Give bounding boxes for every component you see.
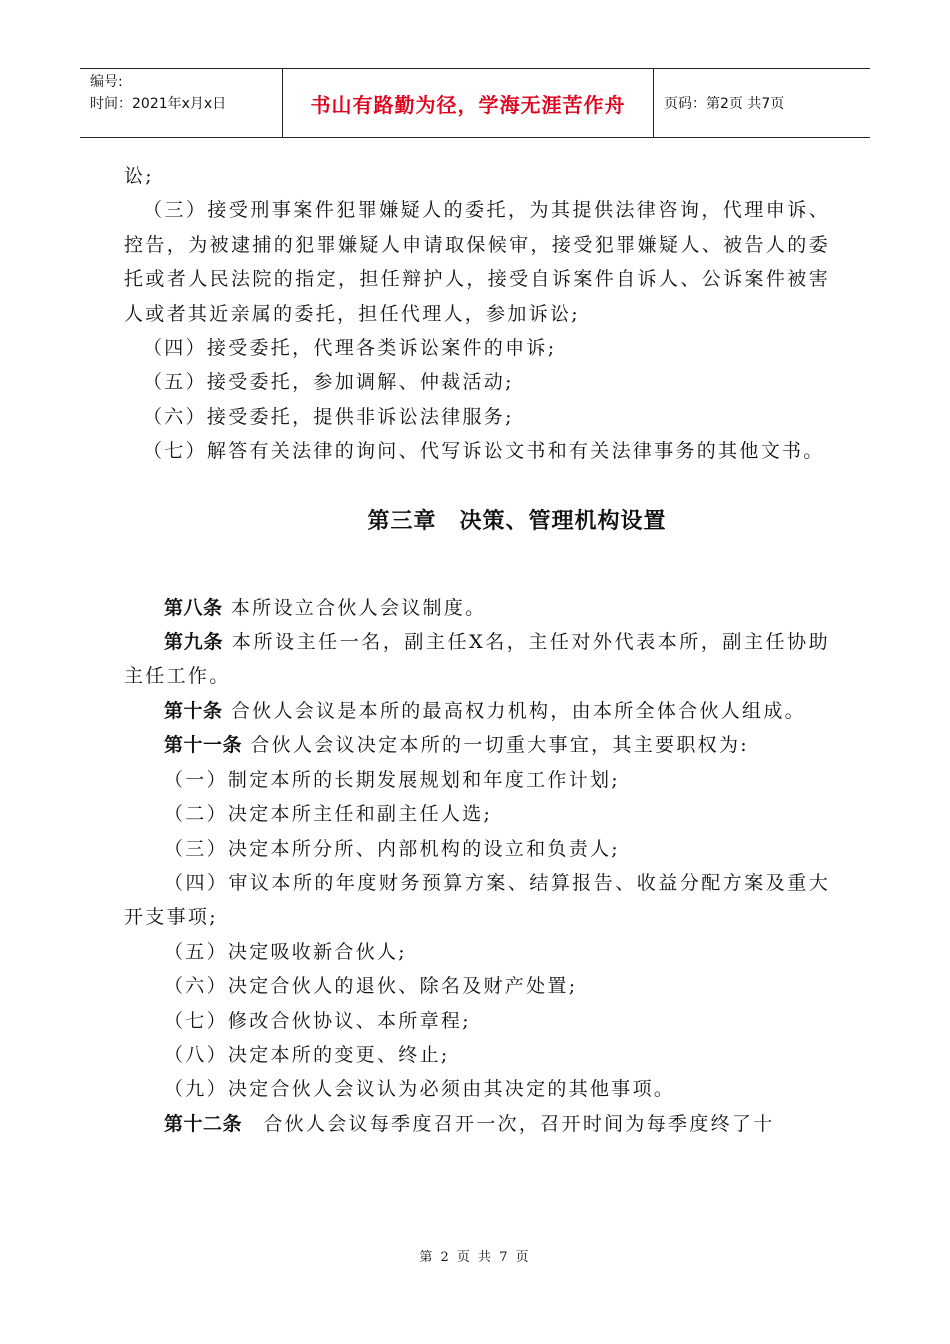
- paragraph: （六）接受委托，提供非诉讼法律服务;: [143, 405, 514, 428]
- serial-label: 编号:: [90, 74, 123, 90]
- article-text: 合伙人会议决定本所的一切重大事宜，其主要职权为:: [242, 734, 749, 757]
- list-item: （六）决定合伙人的退伙、除名及财产处置;: [164, 975, 578, 998]
- article-label: 第十条: [164, 699, 223, 722]
- article-9: [124, 625, 830, 694]
- article-8: [124, 591, 830, 625]
- article-10: [124, 694, 830, 728]
- list-item: （七）修改合伙协议、本所章程;: [164, 1009, 471, 1032]
- page-header: [80, 68, 870, 138]
- date-label: 时间：2021年x月x日: [90, 96, 227, 112]
- document-body: [124, 159, 830, 1141]
- article-text: 合伙人会议是本所的最高权力机构，由本所全体合伙人组成。: [222, 699, 806, 722]
- list-item: （一）制定本所的长期发展规划和年度工作计划;: [164, 768, 621, 791]
- article-text: 合伙人会议每季度召开一次，召开时间为每季度终了十: [242, 1112, 775, 1135]
- list-item: （二）决定本所主任和副主任人选;: [164, 803, 493, 826]
- list-item: （八）决定本所的变更、终止;: [164, 1043, 450, 1066]
- list-item: （三）决定本所分所、内部机构的设立和负责人;: [164, 837, 621, 860]
- header-page-info: 页码：第2页 共7页: [664, 96, 785, 112]
- list-item: （五）决定吸收新合伙人;: [164, 940, 408, 963]
- article-11: [124, 728, 830, 762]
- article-label: 第八条: [164, 596, 223, 619]
- paragraph: （四）接受委托，代理各类诉讼案件的申诉;: [143, 337, 557, 360]
- paragraph: （三）接受刑事案件犯罪嫌疑人的委托，为其提供法律咨询，代理申诉、控告，为被逮捕的犯罪嫌疑人申请取保候审，接受犯罪嫌疑人、被告人的委托或者人民法院的指定，担任辩护人，接受自诉案件自诉人、公诉案件被害人或者其近亲属的委托，担任代理人，参加诉讼;: [124, 199, 830, 325]
- article-label: 第九条: [164, 631, 224, 654]
- page-footer: 第 2 页 共 7 页: [419, 1250, 531, 1265]
- article-label: 第十一条: [164, 734, 243, 757]
- list-item: （九）决定合伙人会议认为必须由其决定的其他事项。: [164, 1078, 676, 1101]
- header-meta: [80, 69, 282, 137]
- article-text: 本所设立合伙人会议制度。: [222, 596, 487, 619]
- chapter-title: 第三章 决策、管理机构设置: [367, 508, 667, 534]
- article-12: [124, 1107, 830, 1141]
- header-motto: 书山有路勤为径，学海无涯苦作舟: [282, 69, 654, 137]
- article-label: 第十二条: [164, 1112, 243, 1135]
- paragraph: （五）接受委托，参加调解、仲裁活动;: [143, 371, 514, 394]
- article-text: 本所设主任一名，副主任X名，主任对外代表本所，副主任协助主任工作。: [124, 631, 830, 688]
- paragraph: （七）解答有关法律的询问、代写诉讼文书和有关法律事务的其他文书。: [143, 440, 825, 463]
- paragraph: 讼;: [124, 165, 155, 187]
- list-item: （四）审议本所的年度财务预算方案、结算报告、收益分配方案及重大开支事项;: [124, 871, 830, 929]
